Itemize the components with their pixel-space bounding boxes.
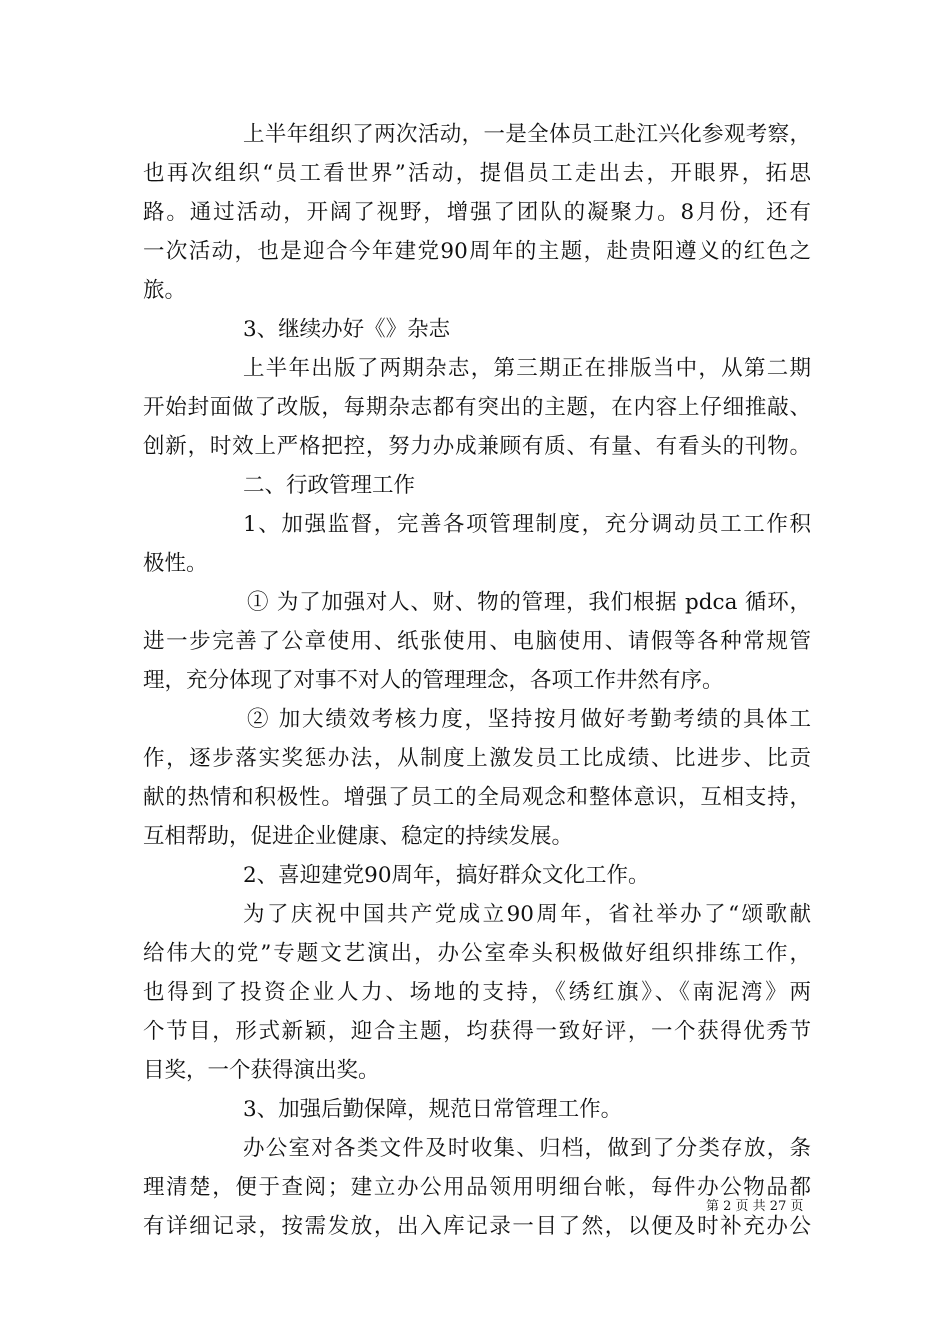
text-line: 为了庆祝中国共产党成立90周年，省社举办了“颂歌献 [243, 902, 811, 927]
text-line: 也得到了投资企业人力、场地的支持，《绣红旗》、《南泥湾》两 [143, 980, 811, 1005]
text-line: 上半年组织了两次活动，一是全体员工赴江兴化参观考察， [243, 122, 811, 147]
text-line: 理清楚，便于查阅；建立办公用品领用明细台帐，每件办公物品都 [143, 1175, 811, 1200]
text-line: 极性。 [143, 551, 208, 576]
text-line: 有详细记录，按需发放，出入库记录一目了然，以便及时补充办公 [143, 1214, 811, 1239]
text-line: 办公室对各类文件及时收集、归档，做到了分类存放，条 [243, 1136, 811, 1161]
text-line: 开始封面做了改版，每期杂志都有突出的主题，在内容上仔细推敲、 [143, 395, 811, 420]
text-line: 一次活动，也是迎合今年建党90周年的主题，赴贵阳遵义的红色之 [143, 239, 811, 264]
text-line: 互相帮助，促进企业健康、稳定的持续发展。 [143, 824, 574, 849]
text-line: 3、加强后勤保障，规范日常管理工作。 [243, 1097, 623, 1122]
text-line: 旅。 [143, 278, 187, 303]
document-body [143, 115, 811, 1246]
text-line: 创新，时效上严格把控，努力办成兼顾有质、有量、有看头的刊物。 [143, 434, 811, 459]
text-line: 目奖，一个获得演出奖。 [143, 1058, 380, 1083]
text-line: 2、喜迎建党90周年，搞好群众文化工作。 [243, 863, 650, 888]
text-line: 上半年出版了两期杂志，第三期正在排版当中，从第二期 [243, 356, 811, 381]
text-line: ② 加大绩效考核力度，坚持按月做好考勤考绩的具体工 [247, 707, 811, 732]
text-line: 理，充分体现了对事不对人的管理理念，各项工作井然有序。 [143, 668, 724, 693]
text-line: 1、加强监督，完善各项管理制度，充分调动员工工作积 [243, 512, 811, 537]
page-number-footer: 第 2 页 共 27 页 [706, 1199, 804, 1214]
text-line: 路。通过活动，开阔了视野，增强了团队的凝聚力。8月份，还有 [143, 200, 811, 225]
text-line: 3、继续办好《》杂志 [243, 317, 451, 342]
text-line: 献的热情和积极性。增强了员工的全局观念和整体意识，互相支持， [143, 785, 811, 810]
text-line: 进一步完善了公章使用、纸张使用、电脑使用、请假等各种常规管 [143, 629, 811, 654]
text-line: 个节目，形式新颖，迎合主题，均获得一致好评，一个获得优秀节 [143, 1019, 811, 1044]
text-line: ① 为了加强对人、财、物的管理，我们根据 pdca 循环， [247, 590, 811, 615]
text-line: 也再次组织“员工看世界”活动，提倡员工走出去，开眼界，拓思 [143, 161, 811, 186]
text-line: 作，逐步落实奖惩办法，从制度上激发员工比成绩、比进步、比贡 [143, 746, 811, 771]
text-line: 二、行政管理工作 [243, 473, 416, 498]
text-line: 给伟大的党”专题文艺演出，办公室牵头积极做好组织排练工作， [143, 941, 811, 966]
